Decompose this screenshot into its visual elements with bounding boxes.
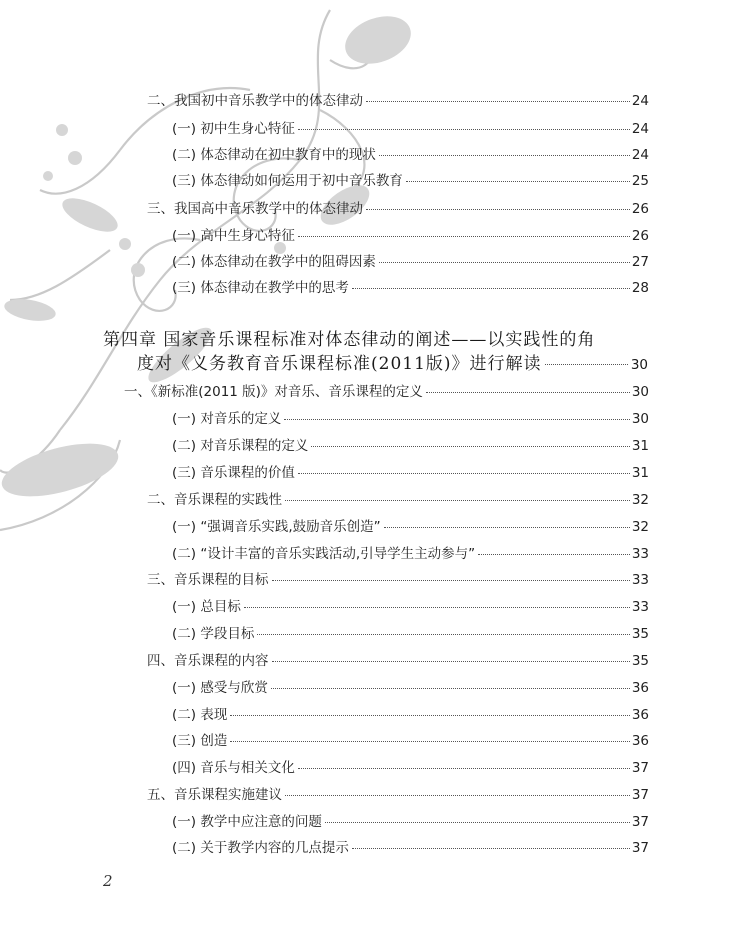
leader-dots: [284, 419, 629, 420]
leader-dots: [272, 580, 630, 581]
leader-dots: [325, 822, 630, 823]
toc-entry-page: 36: [631, 680, 649, 696]
toc-entry[interactable]: [172, 813, 649, 831]
toc-entry-title: (三) 体态律动在教学中的思考: [172, 280, 349, 296]
toc-entry-title: (二) 体态律动在初中教育中的现状: [172, 147, 376, 163]
leader-dots: [366, 101, 630, 102]
toc-entry[interactable]: [147, 491, 649, 509]
toc-entry-page: 31: [631, 438, 649, 454]
toc-entry[interactable]: [172, 706, 649, 724]
toc-entry-page: 32: [631, 519, 649, 535]
leader-dots: [257, 634, 629, 635]
leader-dots: [426, 392, 630, 393]
toc-entry-page: 26: [631, 201, 649, 217]
leader-dots: [298, 768, 630, 769]
toc-entry[interactable]: [172, 227, 649, 245]
toc-entry-title: (三) 体态律动如何运用于初中音乐教育: [172, 173, 403, 189]
toc-entry-title: 四、音乐课程的内容: [147, 653, 269, 669]
toc-entry-title: (四) 音乐与相关文化: [172, 760, 295, 776]
chapter-title-line-1: 第四章 国家音乐课程标准对体态律动的阐述——以实践性的角: [103, 330, 596, 350]
leader-dots: [545, 364, 628, 365]
toc-entry-page: 24: [631, 93, 649, 109]
toc-entry-page: 35: [631, 626, 649, 642]
toc-entry-page: 24: [631, 147, 649, 163]
toc-entry-page: 35: [631, 653, 649, 669]
toc-entry-page: 37: [631, 760, 649, 776]
leader-dots: [244, 607, 630, 608]
toc-entry-title: (一) 总目标: [172, 599, 241, 615]
toc-entry-page: 27: [631, 254, 649, 270]
toc-entry-title: 三、音乐课程的目标: [147, 572, 269, 588]
chapter-page: 30: [630, 357, 648, 373]
toc-entry-page: 37: [631, 787, 649, 803]
leader-dots: [272, 661, 630, 662]
toc-entry[interactable]: [172, 172, 649, 190]
toc-entry-page: 36: [631, 707, 649, 723]
leader-dots: [298, 129, 630, 130]
chapter-heading[interactable]: [103, 328, 648, 377]
leader-dots: [352, 288, 630, 289]
toc-entry[interactable]: [172, 625, 649, 643]
leader-dots: [271, 688, 630, 689]
toc-entry-title: 三、我国高中音乐教学中的体态律动: [147, 201, 363, 217]
toc-entry[interactable]: [147, 652, 649, 670]
toc-entry[interactable]: [172, 598, 649, 616]
toc-entry-page: 32: [631, 492, 649, 508]
toc-entry-title: (一) 初中生身心特征: [172, 121, 295, 137]
leader-dots: [366, 209, 630, 210]
toc-entry[interactable]: [172, 759, 649, 777]
toc-entry-title: (二) 对音乐课程的定义: [172, 438, 309, 454]
toc-entry-title: (一) 高中生身心特征: [172, 228, 295, 244]
toc-entry[interactable]: [147, 200, 649, 218]
toc-entry-title: (一) “强调音乐实践,鼓励音乐创造”: [172, 519, 381, 535]
toc-entry-page: 24: [631, 121, 649, 137]
leader-dots: [230, 715, 629, 716]
toc-entry-title: (二) 关于教学内容的几点提示: [172, 840, 349, 856]
toc-entry-page: 31: [631, 465, 649, 481]
toc-entry[interactable]: [172, 120, 649, 138]
toc-entry[interactable]: [172, 253, 649, 271]
toc-entry[interactable]: [147, 571, 649, 589]
toc-entry-title: 一、《新标准(2011 版)》对音乐、音乐课程的定义: [124, 384, 423, 400]
leader-dots: [478, 554, 630, 555]
leader-dots: [406, 181, 630, 182]
toc-entry-title: (二) 学段目标: [172, 626, 255, 642]
toc-entry-page: 33: [631, 572, 649, 588]
toc-entry-title: (三) 音乐课程的价值: [172, 465, 295, 481]
toc-entry-title: (一) 感受与欣赏: [172, 680, 268, 696]
toc-entry[interactable]: [172, 518, 649, 536]
toc-entry-page: 30: [631, 411, 649, 427]
toc-entry-page: 36: [631, 733, 649, 749]
leader-dots: [230, 741, 629, 742]
leader-dots: [285, 500, 630, 501]
toc-entry[interactable]: [172, 732, 649, 750]
leader-dots: [379, 155, 630, 156]
leader-dots: [298, 473, 630, 474]
toc-entry-page: 26: [631, 228, 649, 244]
toc-entry-title: (一) 对音乐的定义: [172, 411, 282, 427]
toc-entry-page: 25: [631, 173, 649, 189]
chapter-title-line-2: 度对《义务教育音乐课程标准(2011版)》进行解读: [137, 354, 542, 374]
toc-entry[interactable]: [172, 464, 649, 482]
toc-entry-title: (二) 表现: [172, 707, 228, 723]
toc-entry[interactable]: [124, 383, 649, 401]
toc-entry[interactable]: [147, 92, 649, 110]
toc-entry-title: (二) 体态律动在教学中的阻碍因素: [172, 254, 376, 270]
leader-dots: [285, 795, 630, 796]
toc-entry[interactable]: [172, 146, 649, 164]
toc-entry-title: (二) “设计丰富的音乐实践活动,引导学生主动参与”: [172, 546, 476, 562]
leader-dots: [384, 527, 630, 528]
toc-entry-title: (三) 创造: [172, 733, 228, 749]
page-number: 2: [103, 872, 113, 890]
leader-dots: [298, 236, 630, 237]
toc-entry-page: 33: [631, 599, 649, 615]
toc-entry-page: 33: [631, 546, 649, 562]
toc-entry[interactable]: [172, 279, 649, 297]
toc-entry-page: 30: [631, 384, 649, 400]
toc-entry-page: 28: [631, 280, 649, 296]
toc-entry[interactable]: [147, 786, 649, 804]
toc-entry[interactable]: [172, 437, 649, 455]
toc-entry-page: 37: [631, 840, 649, 856]
toc-entry-title: 二、我国初中音乐教学中的体态律动: [147, 93, 363, 109]
toc-entry-title: 二、音乐课程的实践性: [147, 492, 282, 508]
leader-dots: [379, 262, 630, 263]
toc-entry-title: (一) 教学中应注意的问题: [172, 814, 322, 830]
toc-entry[interactable]: [172, 839, 649, 857]
leader-dots: [352, 848, 630, 849]
toc-entry[interactable]: [172, 410, 649, 428]
toc-entry[interactable]: [172, 545, 649, 563]
toc-entry-page: 37: [631, 814, 649, 830]
toc-entry[interactable]: [172, 679, 649, 697]
leader-dots: [311, 446, 629, 447]
toc-entry-title: 五、音乐课程实施建议: [147, 787, 282, 803]
